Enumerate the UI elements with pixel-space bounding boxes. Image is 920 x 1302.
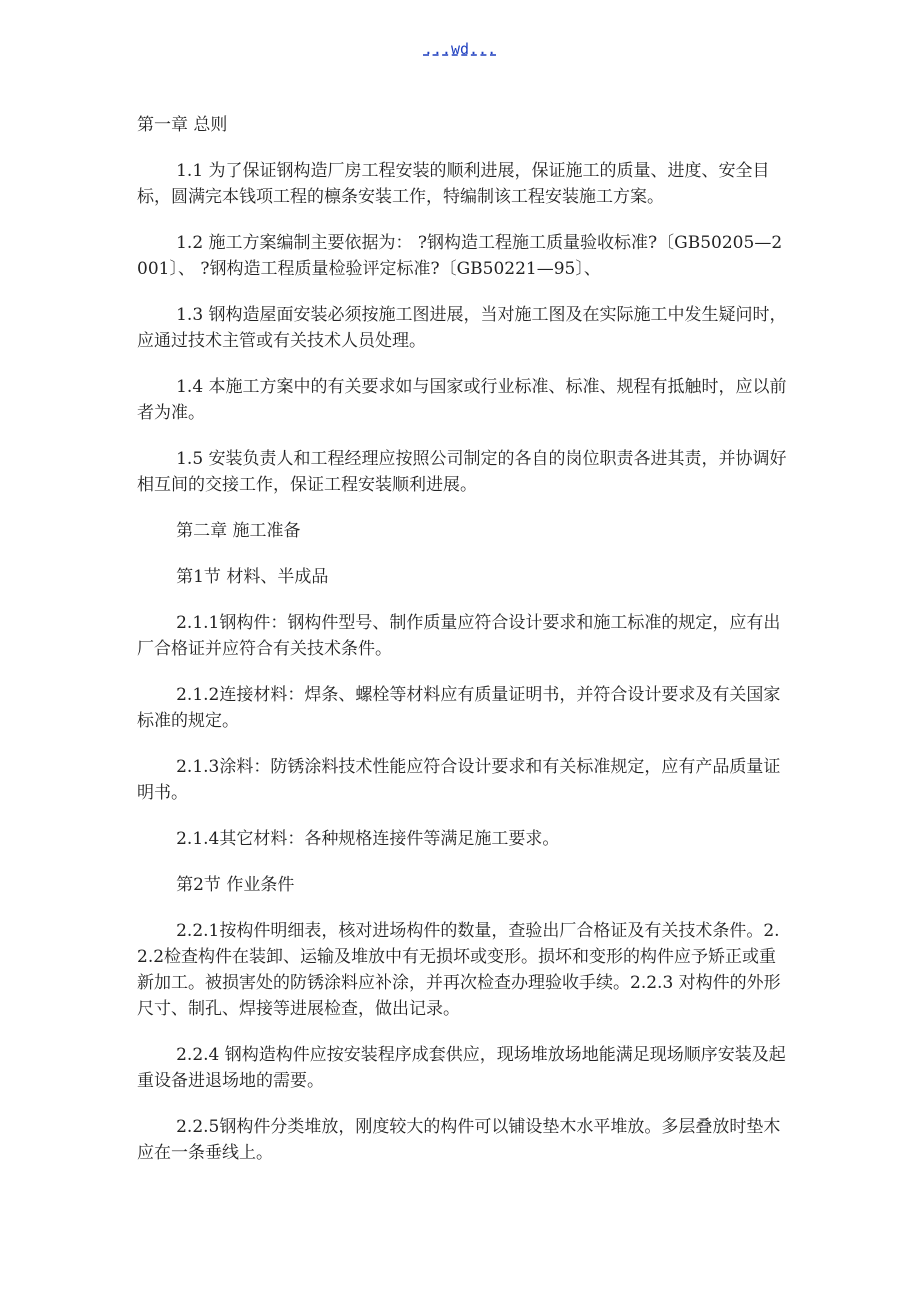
- paragraph-2-1-2: 2.1.2连接材料：焊条、螺栓等材料应有质量证明书，并符合设计要求及有关国家标准的规定。: [137, 685, 781, 731]
- paragraph-2-1-4: 2.1.4其它材料：各种规格连接件等满足施工要求。: [176, 829, 560, 849]
- paragraph-2-2-1: 2.2.1按构件明细表，核对进场构件的数量，查验出厂合格证及有关技术条件。2.2.2检查构件在装卸、运输及堆放中有无损坏或变形。损坏和变形的构件应予矫正或重新加工。被损害处的防锈涂料应补涂，并再次检查办理验收手续。2.2.3 对构件的外形尺寸、制孔、焊接等进展检查，做出记录。: [137, 921, 781, 1019]
- header-mark: ...wd...: [423, 40, 497, 58]
- paragraph-1-2: 1.2 施工方案编制主要依据为： ?钢构造工程施工质量验收标准?〔GB50205—2001〕、 ?钢构造工程质量检验评定标准?〔GB50221—95〕、: [137, 233, 783, 279]
- document-body: [137, 112, 787, 1186]
- section-2-heading: 第2节 作业条件: [176, 875, 295, 895]
- paragraph-2-2-5: 2.2.5钢构件分类堆放，刚度较大的构件可以铺设垫木水平堆放。多层叠放时垫木应在一条垂线上。: [137, 1117, 781, 1163]
- paragraph-2-1-3: 2.1.3涂料：防锈涂料技术性能应符合设计要求和有关标准规定，应有产品质量证明书。: [137, 757, 781, 803]
- chapter-1-heading: 第一章 总则: [137, 115, 228, 135]
- paragraph-1-4: 1.4 本施工方案中的有关要求如与国家或行业标准、标准、规程有抵触时，应以前者为准。: [137, 377, 787, 423]
- section-1-heading: 第1节 材料、半成品: [176, 567, 329, 587]
- paragraph-1-1: 1.1 为了保证钢构造厂房工程安装的顺利进展，保证施工的质量、进度、安全目标，圆满完本钱项工程的檩条安装工作，特编制该工程安装施工方案。: [137, 161, 770, 207]
- paragraph-2-1-1: 2.1.1钢构件：钢构件型号、制作质量应符合设计要求和施工标准的规定，应有出厂合格证并应符合有关技术条件。: [137, 613, 781, 659]
- chapter-2-heading: 第二章 施工准备: [176, 521, 301, 541]
- paragraph-2-2-4: 2.2.4 钢构造构件应按安装程序成套供应，现场堆放场地能满足现场顺序安装及起重设备进退场地的需要。: [137, 1045, 786, 1091]
- paragraph-1-3: 1.3 钢构造屋面安装必须按施工图进展，当对施工图及在实际施工中发生疑问时，应通过技术主管或有关技术人员处理。: [137, 305, 787, 351]
- paragraph-1-5: 1.5 安装负责人和工程经理应按照公司制定的各自的岗位职责各进其责，并协调好相互间的交接工作，保证工程安装顺利进展。: [137, 449, 787, 495]
